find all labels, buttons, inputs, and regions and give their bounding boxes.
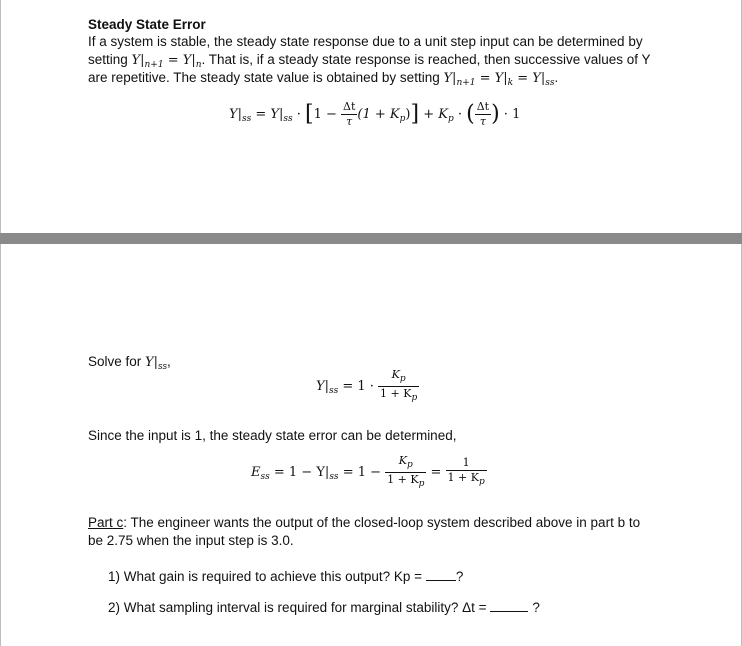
fraction-denominator: τ [346, 115, 353, 128]
math-subscript: ss [329, 472, 339, 482]
math-inline [443, 71, 554, 86]
text: 2) What sampling interval is required for marginal stability? Δt = [108, 600, 491, 615]
since-text: Since the input is 1, the steady state error can be determined, [88, 428, 457, 443]
left-bracket: [ [305, 101, 314, 127]
fraction [475, 100, 491, 129]
fraction [378, 368, 419, 405]
partc-label: Part c [88, 515, 124, 530]
steady-state-error-formula [251, 454, 487, 491]
math-text: 1 + K [380, 387, 412, 400]
fraction-numerator: Δt [476, 100, 490, 113]
document-page-1 [0, 0, 742, 233]
partc-line-2: be 2.75 when the input step is 3.0. [88, 533, 294, 548]
text: are repetitive. The steady state value is obtained by setting [88, 70, 444, 85]
text: 1) What gain is required to achieve this output? Kp = [108, 569, 426, 584]
math-text: 1 + K [387, 473, 419, 486]
math-text: · [292, 107, 305, 122]
solve-label [88, 353, 171, 375]
answer-blank-dt[interactable] [490, 600, 528, 612]
fraction-denominator [385, 473, 426, 491]
fraction-numerator: 1 [446, 456, 487, 471]
math-subscript: ss [158, 361, 167, 371]
text: setting [88, 52, 132, 67]
math-text: ) [405, 107, 411, 122]
math-text: Y| [316, 379, 329, 394]
fraction-numerator [378, 368, 419, 387]
math-text: = 1 − [338, 465, 386, 480]
fraction [385, 454, 426, 491]
math-text: + K [419, 107, 448, 122]
math-text: = Y| [475, 71, 508, 86]
text: Solve for [88, 354, 146, 369]
math-text: · 1 [499, 107, 521, 122]
text: , [167, 354, 171, 369]
text: : The engineer wants the output of the closed-loop system described above in part b to [123, 515, 641, 530]
math-text: K [398, 454, 407, 467]
math-text: Y| [229, 107, 242, 122]
math-text: = 1 − Y| [269, 465, 330, 480]
math-subscript: ss [260, 472, 270, 482]
right-paren: ) [491, 101, 500, 127]
math-inline [132, 53, 202, 68]
math-subscript: p [447, 114, 454, 124]
math-subscript: ss [328, 386, 339, 396]
math-text: · [453, 107, 467, 122]
math-subscript: p [418, 479, 425, 489]
math-text: Y| [443, 71, 457, 86]
math-subscript: n+1 [144, 60, 164, 70]
paragraph-line-3 [88, 69, 558, 92]
paragraph-line-1: If a system is stable, the steady state response due to a unit step input can be determined by [88, 34, 643, 49]
math-subscript: p [406, 460, 413, 470]
math-text: E [251, 465, 261, 480]
fraction-denominator [378, 387, 419, 405]
math-subscript: p [411, 393, 418, 403]
left-paren: ( [466, 101, 475, 127]
math-subscript: ss [545, 78, 555, 88]
fraction-numerator [385, 454, 426, 473]
math-subscript: p [478, 477, 485, 487]
math-subscript: ss [283, 114, 293, 124]
math-text: 1 − [313, 107, 342, 122]
fraction [341, 100, 357, 129]
math-text: Y| [131, 53, 145, 68]
math-text: = Y| [251, 107, 284, 122]
question-2 [108, 599, 540, 616]
math-subscript: k [507, 78, 514, 88]
math-text: (1 + K [357, 107, 400, 122]
math-text: = Y| [513, 71, 546, 86]
text: ? [532, 600, 540, 615]
fraction-denominator: τ [479, 115, 486, 128]
math-text: Y| [145, 355, 158, 370]
fraction-numerator: Δt [343, 100, 356, 113]
text: ? [455, 569, 464, 584]
steady-state-solution [316, 368, 419, 405]
math-text: = Y| [163, 53, 196, 68]
text: . [554, 70, 559, 85]
math-subscript: p [399, 114, 406, 124]
math-subscript: n+1 [456, 78, 476, 88]
math-subscript: n [195, 60, 202, 70]
right-bracket: ] [410, 101, 420, 127]
math-subscript: p [399, 374, 406, 384]
fraction-denominator [446, 471, 487, 489]
steady-state-formula [229, 100, 520, 129]
document-page-2 [0, 244, 742, 646]
fraction [446, 456, 487, 489]
answer-blank-kp[interactable] [426, 569, 456, 581]
section-title: Steady State Error [88, 17, 206, 32]
math-text: = 1 · [338, 379, 379, 394]
math-text: K [391, 368, 400, 381]
math-subscript: ss [241, 114, 252, 124]
question-1 [108, 568, 463, 585]
text: . That is, if a steady state response is reached, then successive values of Y [201, 52, 651, 67]
math-text: = [426, 465, 446, 480]
math-text: 1 + K [447, 471, 479, 484]
partc-line-1 [88, 514, 640, 531]
